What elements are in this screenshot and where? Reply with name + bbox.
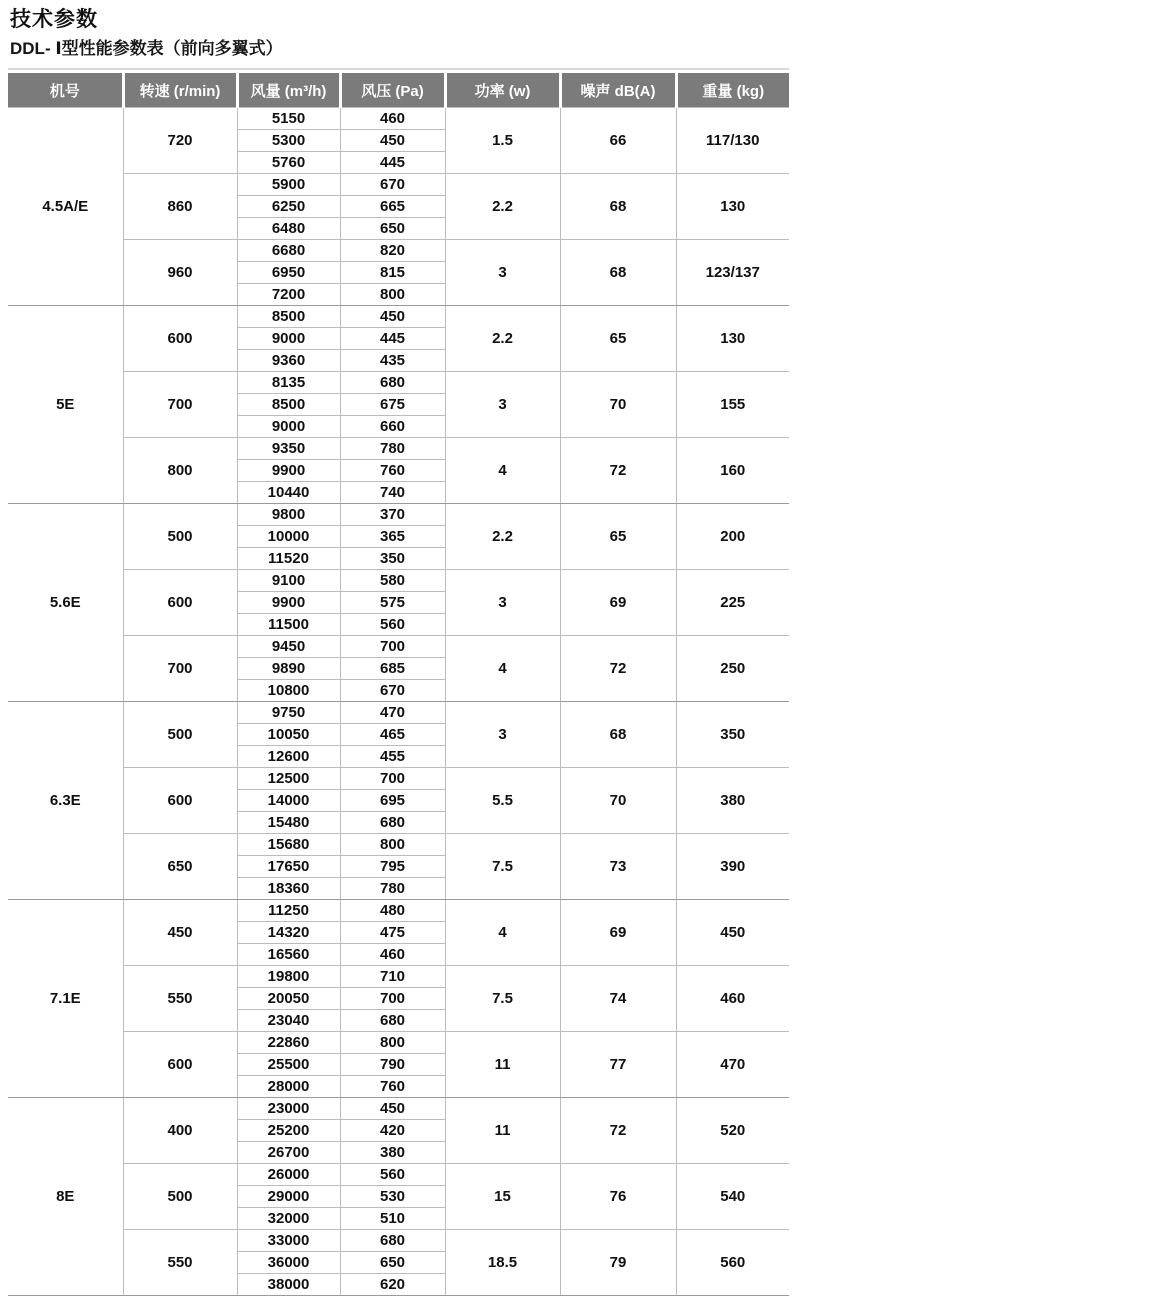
cell-power: 5.5 [445,768,560,834]
cell-airflow: 14320 [237,922,340,944]
cell-noise: 65 [560,306,676,372]
cell-airflow: 33000 [237,1230,340,1252]
cell-weight: 200 [676,504,789,570]
cell-pressure: 680 [340,1230,445,1252]
cell-pressure: 560 [340,1164,445,1186]
table-row [8,570,789,592]
cell-weight: 470 [676,1032,789,1098]
table-row [8,702,789,724]
cell-weight: 130 [676,306,789,372]
cell-airflow: 6950 [237,262,340,284]
cell-model: 5E [8,306,123,504]
table-row [8,306,789,328]
cell-noise: 72 [560,1098,676,1164]
cell-airflow: 25500 [237,1054,340,1076]
cell-airflow: 9360 [237,350,340,372]
cell-pressure: 350 [340,548,445,570]
col-header-noise: 噪声 dB(A) [560,73,676,108]
divider-rule [8,68,789,70]
cell-airflow: 22860 [237,1032,340,1054]
cell-airflow: 9100 [237,570,340,592]
table-row [8,438,789,460]
cell-airflow: 6250 [237,196,340,218]
table-row [8,636,789,658]
cell-airflow: 36000 [237,1252,340,1274]
cell-pressure: 675 [340,394,445,416]
cell-pressure: 470 [340,702,445,724]
cell-pressure: 670 [340,680,445,702]
table-row [8,240,789,262]
col-header-airflow: 风量 (m³/h) [237,73,340,108]
cell-speed: 700 [123,372,237,438]
cell-speed: 720 [123,108,237,174]
cell-airflow: 10050 [237,724,340,746]
cell-speed: 550 [123,966,237,1032]
cell-pressure: 760 [340,1076,445,1098]
cell-speed: 960 [123,240,237,306]
cell-noise: 72 [560,438,676,504]
cell-pressure: 560 [340,614,445,636]
cell-airflow: 15480 [237,812,340,834]
cell-pressure: 445 [340,328,445,350]
cell-airflow: 15680 [237,834,340,856]
cell-pressure: 680 [340,372,445,394]
cell-pressure: 465 [340,724,445,746]
cell-airflow: 9450 [237,636,340,658]
cell-airflow: 25200 [237,1120,340,1142]
cell-airflow: 11500 [237,614,340,636]
cell-pressure: 780 [340,878,445,900]
cell-pressure: 435 [340,350,445,372]
table-row [8,1164,789,1186]
cell-airflow: 32000 [237,1208,340,1230]
cell-airflow: 9900 [237,460,340,482]
cell-pressure: 790 [340,1054,445,1076]
col-header-weight: 重量 (kg) [676,73,789,108]
cell-noise: 65 [560,504,676,570]
cell-pressure: 365 [340,526,445,548]
table-row [8,1230,789,1252]
cell-power: 2.2 [445,174,560,240]
cell-power: 4 [445,900,560,966]
cell-power: 3 [445,240,560,306]
table-row [8,834,789,856]
col-header-pressure: 风压 (Pa) [340,73,445,108]
cell-speed: 550 [123,1230,237,1296]
cell-power: 2.2 [445,504,560,570]
cell-pressure: 650 [340,218,445,240]
cell-airflow: 9000 [237,416,340,438]
cell-pressure: 700 [340,636,445,658]
cell-airflow: 16560 [237,944,340,966]
col-header-model: 机号 [8,73,123,108]
cell-pressure: 680 [340,1010,445,1032]
page-subtitle: DDL- Ⅰ型性能参数表（前向多翼式） [10,39,283,58]
cell-airflow: 9350 [237,438,340,460]
cell-airflow: 6480 [237,218,340,240]
header-row [8,73,789,108]
cell-pressure: 420 [340,1120,445,1142]
cell-airflow: 12600 [237,746,340,768]
cell-airflow: 9000 [237,328,340,350]
cell-power: 7.5 [445,966,560,1032]
cell-speed: 800 [123,438,237,504]
table-row [8,174,789,196]
cell-airflow: 26700 [237,1142,340,1164]
cell-pressure: 460 [340,108,445,130]
cell-weight: 520 [676,1098,789,1164]
cell-power: 7.5 [445,834,560,900]
table-row [8,108,789,130]
cell-power: 3 [445,570,560,636]
cell-pressure: 450 [340,1098,445,1120]
cell-weight: 250 [676,636,789,702]
cell-weight: 390 [676,834,789,900]
cell-pressure: 670 [340,174,445,196]
col-header-speed: 转速 (r/min) [123,73,237,108]
table-row [8,1032,789,1054]
cell-weight: 380 [676,768,789,834]
table-body [8,108,789,1296]
performance-table [8,73,789,1296]
cell-airflow: 17650 [237,856,340,878]
page-title: 技术参数 [10,8,98,31]
cell-pressure: 475 [340,922,445,944]
cell-pressure: 795 [340,856,445,878]
cell-airflow: 26000 [237,1164,340,1186]
cell-pressure: 680 [340,812,445,834]
cell-pressure: 460 [340,944,445,966]
cell-speed: 650 [123,834,237,900]
cell-speed: 600 [123,768,237,834]
cell-airflow: 10440 [237,482,340,504]
cell-speed: 400 [123,1098,237,1164]
cell-pressure: 710 [340,966,445,988]
cell-power: 15 [445,1164,560,1230]
table-row [8,768,789,790]
cell-pressure: 740 [340,482,445,504]
cell-airflow: 5300 [237,130,340,152]
cell-model: 4.5A/E [8,108,123,306]
cell-pressure: 800 [340,834,445,856]
cell-power: 4 [445,438,560,504]
cell-airflow: 18360 [237,878,340,900]
cell-power: 3 [445,702,560,768]
cell-speed: 600 [123,1032,237,1098]
cell-noise: 76 [560,1164,676,1230]
cell-pressure: 760 [340,460,445,482]
cell-pressure: 695 [340,790,445,812]
cell-power: 18.5 [445,1230,560,1296]
cell-power: 1.5 [445,108,560,174]
cell-pressure: 650 [340,1252,445,1274]
cell-speed: 860 [123,174,237,240]
cell-speed: 600 [123,306,237,372]
cell-airflow: 5760 [237,152,340,174]
table-row [8,504,789,526]
cell-airflow: 23040 [237,1010,340,1032]
cell-power: 11 [445,1032,560,1098]
cell-airflow: 9890 [237,658,340,680]
cell-pressure: 455 [340,746,445,768]
cell-power: 2.2 [445,306,560,372]
cell-pressure: 380 [340,1142,445,1164]
cell-airflow: 8135 [237,372,340,394]
cell-weight: 350 [676,702,789,768]
cell-weight: 117/130 [676,108,789,174]
cell-noise: 70 [560,372,676,438]
cell-airflow: 5900 [237,174,340,196]
cell-airflow: 7200 [237,284,340,306]
table-row [8,966,789,988]
cell-pressure: 580 [340,570,445,592]
cell-weight: 130 [676,174,789,240]
cell-noise: 69 [560,570,676,636]
cell-airflow: 12500 [237,768,340,790]
cell-airflow: 9750 [237,702,340,724]
cell-noise: 68 [560,702,676,768]
cell-speed: 600 [123,570,237,636]
cell-weight: 160 [676,438,789,504]
cell-noise: 74 [560,966,676,1032]
table-row [8,372,789,394]
cell-noise: 79 [560,1230,676,1296]
cell-pressure: 620 [340,1274,445,1296]
cell-airflow: 11520 [237,548,340,570]
cell-weight: 450 [676,900,789,966]
cell-speed: 450 [123,900,237,966]
cell-airflow: 9800 [237,504,340,526]
cell-noise: 72 [560,636,676,702]
cell-model: 7.1E [8,900,123,1098]
cell-pressure: 480 [340,900,445,922]
cell-pressure: 450 [340,306,445,328]
cell-pressure: 665 [340,196,445,218]
cell-power: 3 [445,372,560,438]
cell-weight: 123/137 [676,240,789,306]
table-row [8,1098,789,1120]
cell-airflow: 8500 [237,306,340,328]
cell-airflow: 10000 [237,526,340,548]
cell-airflow: 6680 [237,240,340,262]
cell-speed: 500 [123,504,237,570]
cell-weight: 560 [676,1230,789,1296]
cell-noise: 77 [560,1032,676,1098]
cell-airflow: 23000 [237,1098,340,1120]
table-row [8,900,789,922]
cell-airflow: 10800 [237,680,340,702]
cell-airflow: 28000 [237,1076,340,1098]
cell-weight: 155 [676,372,789,438]
col-header-power: 功率 (w) [445,73,560,108]
cell-pressure: 685 [340,658,445,680]
cell-airflow: 38000 [237,1274,340,1296]
cell-pressure: 820 [340,240,445,262]
cell-airflow: 14000 [237,790,340,812]
cell-pressure: 445 [340,152,445,174]
cell-pressure: 510 [340,1208,445,1230]
cell-weight: 460 [676,966,789,1032]
cell-pressure: 700 [340,988,445,1010]
cell-airflow: 20050 [237,988,340,1010]
cell-noise: 66 [560,108,676,174]
cell-pressure: 575 [340,592,445,614]
cell-pressure: 660 [340,416,445,438]
cell-pressure: 800 [340,284,445,306]
table-header [8,73,789,108]
cell-noise: 73 [560,834,676,900]
cell-weight: 540 [676,1164,789,1230]
cell-airflow: 29000 [237,1186,340,1208]
cell-pressure: 530 [340,1186,445,1208]
cell-pressure: 815 [340,262,445,284]
cell-noise: 68 [560,174,676,240]
cell-speed: 500 [123,702,237,768]
cell-model: 8E [8,1098,123,1296]
cell-airflow: 9900 [237,592,340,614]
cell-speed: 500 [123,1164,237,1230]
cell-pressure: 370 [340,504,445,526]
cell-power: 4 [445,636,560,702]
cell-pressure: 780 [340,438,445,460]
cell-noise: 69 [560,900,676,966]
cell-airflow: 8500 [237,394,340,416]
cell-weight: 225 [676,570,789,636]
cell-airflow: 19800 [237,966,340,988]
cell-pressure: 800 [340,1032,445,1054]
cell-airflow: 5150 [237,108,340,130]
cell-speed: 700 [123,636,237,702]
cell-power: 11 [445,1098,560,1164]
cell-noise: 68 [560,240,676,306]
cell-model: 6.3E [8,702,123,900]
cell-airflow: 11250 [237,900,340,922]
cell-noise: 70 [560,768,676,834]
cell-pressure: 700 [340,768,445,790]
cell-pressure: 450 [340,130,445,152]
cell-model: 5.6E [8,504,123,702]
